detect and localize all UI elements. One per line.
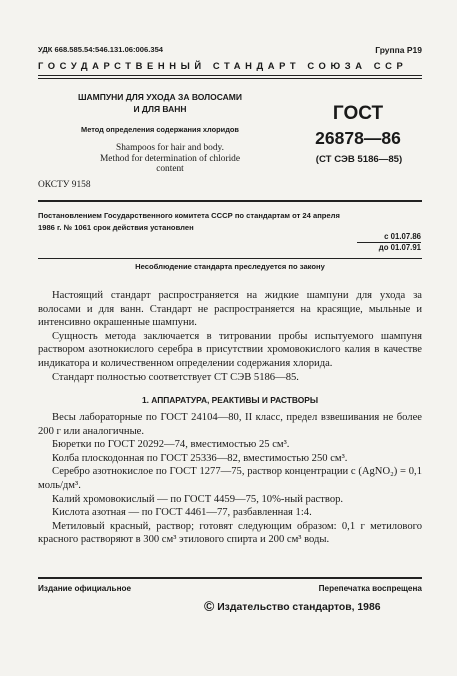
title-en-line1: Shampoos for hair and body.: [116, 143, 224, 153]
gost-number: 26878—86: [315, 128, 401, 148]
publisher-name: Издательство стандартов, 1986: [217, 602, 381, 613]
list-item: Колба плоскодонная по ГОСТ 25336—82, вместимостью 250 см³.: [52, 452, 348, 464]
decree-line2: 1986 г. № 1061 срок действия установлен: [38, 222, 194, 232]
list-item: Серебро азотнокислое по ГОСТ 1277—75, раствор концентрации c (AgNO₂) = 0,1 моль/дм³.: [38, 466, 422, 491]
reprint-prohibited: Перепечатка воспрещена: [318, 584, 422, 593]
title-ru-line1: ШАМПУНИ ДЛЯ УХОДА ЗА ВОЛОСАМИ: [77, 92, 243, 102]
validity-period: [357, 232, 421, 253]
st-sev-number: (СТ СЭВ 5186—85): [315, 154, 403, 165]
decree-line1: Постановлением Государственного комитета СССР по стандартам от 24 апреля: [38, 211, 340, 220]
legal-notice: Несоблюдение стандарта преследуется по закону: [135, 262, 325, 271]
title-en-line3: content: [156, 164, 184, 174]
title-en-line2: Method for determination of chloride: [99, 153, 241, 164]
title-ru-line2: И ДЛЯ ВАНН: [133, 103, 187, 114]
banner-rule-bottom: [38, 78, 422, 79]
title-ru: [40, 92, 280, 115]
list-item: Кислота азотная — по ГОСТ 4461—77, разбавленная 1:4.: [52, 507, 312, 519]
validity-rule: [357, 242, 421, 243]
scope-paragraph: Настоящий стандарт распространяется на жидкие шампуни для ухода за волосами и для ванн. Стандарт не распространяется на красящие, мыльные и интенсивно окрашенные шампуни.: [38, 290, 422, 329]
method-essence-paragraph: Сущность метода заключается в титровании пробы испытуемого шампуня раствором азотнокислого серебра в присутствии хромовокислого калия в качестве индикатора и количественном определении содержания хлорида.: [38, 330, 422, 369]
method-title-ru: Метод определения содержания хлоридов: [81, 125, 239, 134]
section1-items: [38, 411, 422, 547]
title-rule: [38, 200, 422, 202]
list-item: Бюретки по ГОСТ 20292—74, вместимостью 25 см³.: [52, 439, 290, 451]
gost-label: ГОСТ: [332, 103, 384, 124]
list-item: Метиловый красный, раствор; готовят следующим образом: 0,1 г метилового красного растворяют в 300 см³ этилового спирта и 200 см³ воды.: [38, 520, 422, 546]
title-en: [60, 143, 280, 175]
banner-rule-top: [38, 75, 422, 76]
validity-from: с 01.07.86: [384, 232, 421, 241]
okstu-code: ОКСТУ 9158: [38, 180, 91, 190]
state-standard-banner: ГОСУДАРСТВЕННЫЙ СТАНДАРТ СОЮЗА ССР: [38, 60, 408, 71]
footer-rule: [38, 577, 422, 579]
decree-rule: [38, 258, 422, 259]
udk-code: УДК 668.585.54:546.131.06:006.354: [38, 45, 164, 54]
copyright-icon: ©: [204, 598, 215, 614]
list-item: Калий хромовокислый — по ГОСТ 4459—75, 10%-ный раствор.: [52, 493, 344, 505]
official-edition: Издание официальное: [38, 584, 132, 593]
list-item: Весы лабораторные по ГОСТ 24104—80, II класс, предел взвешивания не более 200 г или аналогичные.: [38, 412, 422, 437]
decree-text: [38, 210, 422, 233]
group-code: Группа Р19: [375, 45, 422, 55]
section1-heading: 1. АППАРАТУРА, РЕАКТИВЫ И РАСТВОРЫ: [141, 395, 319, 405]
publisher-line: [204, 598, 422, 614]
compliance-paragraph: Стандарт полностью соответствует СТ СЭВ 5186—85.: [52, 371, 299, 383]
validity-to: до 01.07.91: [378, 243, 421, 252]
intro-paragraphs: [38, 289, 422, 384]
